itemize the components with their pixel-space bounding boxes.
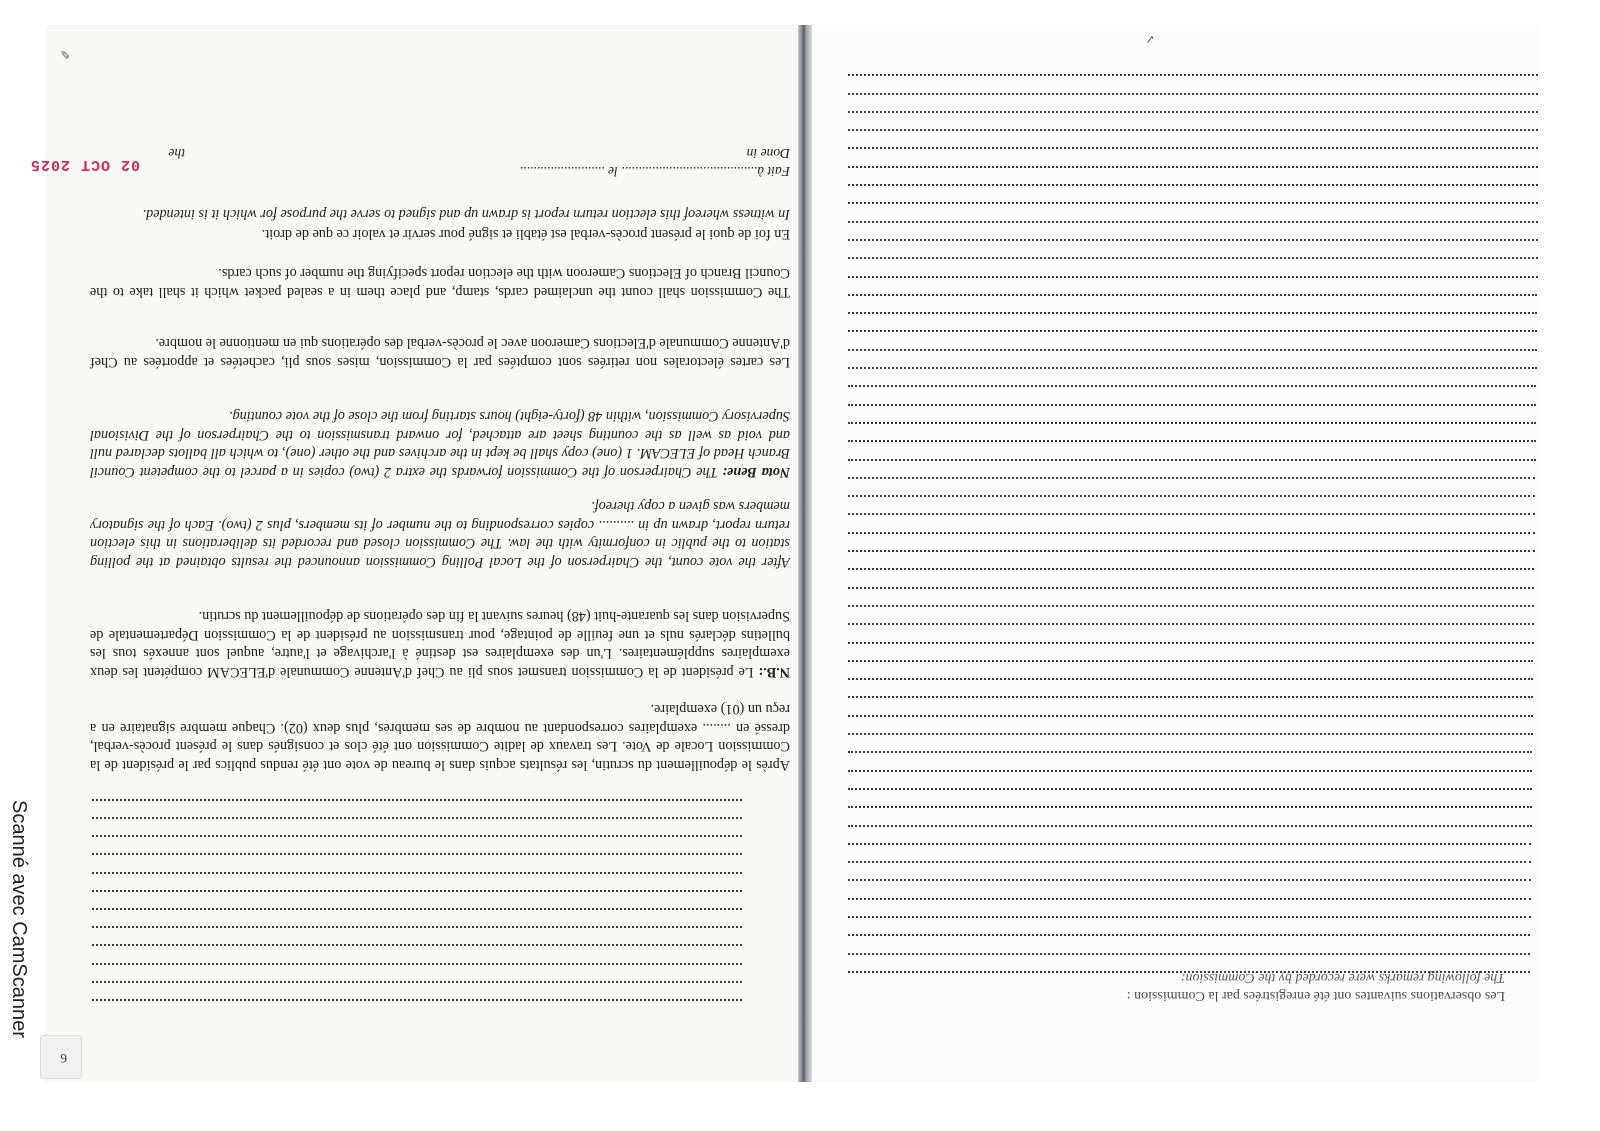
remarks-dotted-line	[848, 898, 1531, 900]
remarks-dotted-line	[848, 440, 1536, 442]
remarks-dotted-line	[848, 239, 1538, 241]
remarks-dotted-line	[848, 971, 1530, 973]
remarks-dotted-line	[848, 495, 1535, 497]
nota-bene-text: The Chairperson of the Commission forwards the extra 2 (two) copies in a parcel to the competent Council Branch Head of ELECAM. 1 (one) copy shall be kept in the archives and the other (one), to which all ballots declared null and void as well as the counting sheet are attached, for onward transmission to the Chairperson of the Divisional Supervisory Commission, within 48 (forty-eight) hours starting from the close of the vote counting.	[90, 408, 790, 480]
text-page-dotted-line	[92, 799, 742, 801]
remarks-dotted-line	[848, 74, 1538, 76]
remarks-dotted-line	[848, 257, 1538, 259]
remarks-dotted-line	[848, 715, 1533, 717]
text-page-dotted-line	[92, 944, 742, 946]
nb-label: N.B.:	[758, 664, 790, 680]
remarks-dotted-line	[848, 532, 1535, 534]
remarks-dotted-line	[848, 184, 1538, 186]
remarks-dotted-line	[848, 129, 1538, 131]
remarks-dotted-line	[848, 202, 1538, 204]
remarks-dotted-line	[848, 934, 1530, 936]
remarks-dotted-line	[848, 312, 1537, 314]
pen-mark: ✓	[1144, 32, 1155, 46]
remarks-dotted-line	[848, 623, 1534, 625]
remarks-dotted-line	[848, 385, 1536, 387]
remarks-dotted-line	[848, 916, 1531, 918]
watermark-text: Scanné avec CamScanner	[8, 800, 30, 1038]
remarks-dotted-line	[848, 294, 1537, 296]
remarks-dotted-line	[848, 148, 1538, 150]
remarks-dotted-line	[848, 514, 1535, 516]
done-in-label: Done in	[746, 146, 790, 161]
remarks-dotted-line	[848, 605, 1534, 607]
remarks-dotted-line	[848, 953, 1530, 955]
page-number: 6	[60, 1051, 67, 1066]
remarks-dotted-line	[848, 111, 1538, 113]
remarks-dotted-line	[848, 788, 1532, 790]
paragraph-en-nb	[90, 407, 790, 481]
paragraph-en-cards: The Commission shall count the unclaimed cards, stamp, and place them in a sealed packet which it shall take to the Council Branch of Elections Cameroon with the election report specifying the number of such cards.	[90, 265, 790, 300]
fait-a-value: ........................................	[621, 164, 758, 179]
remarks-dotted-line	[848, 825, 1532, 827]
remarks-dotted-line	[848, 477, 1535, 479]
text-page-dotted-line	[92, 853, 742, 855]
text-page-dotted-line	[92, 817, 742, 819]
remarks-dotted-line	[848, 806, 1532, 808]
remarks-dotted-line	[848, 93, 1538, 95]
remarks-dotted-line	[848, 276, 1538, 278]
corner-mark: ✎	[59, 47, 70, 61]
the-label: the	[168, 146, 185, 161]
paragraph-en-witness: In witness whereof this election return report is drawn up and signed to serve the purpose for which it is intended.	[142, 206, 790, 222]
paragraph-fr-count: Après le dépouillement du scrutin, les résultats acquis dans le bureau de vote ont été rendus publics par le président de la Commission Locale de Vote. Les travaux de ladite Commission ont été clos et consignés dans le présent procès-verbal, dressé en ........ exemplaires correspondant au nombre de ses membres, plus deux (02). Chaque membre signataire en a reçu un (01) exemplaire.	[90, 701, 790, 773]
remarks-dotted-line	[848, 697, 1533, 699]
remarks-dotted-line	[848, 550, 1535, 552]
paragraph-fr-cards: Les cartes électorales non retirées sont comptées par la Commission, mises sous pli, cachetées et apportées au Chef d'Antenne Communale d'Elections Cameroon avec le procès-verbal des opérations qui en mentionne le nombre.	[90, 335, 790, 370]
text-page-dotted-line	[92, 963, 742, 965]
text-page-dotted-line	[92, 872, 742, 874]
remarks-dotted-line	[848, 367, 1537, 369]
remarks-dotted-line	[848, 422, 1536, 424]
text-page-dotted-line	[92, 926, 742, 928]
fait-a-line	[520, 163, 790, 179]
remarks-dotted-line	[848, 568, 1534, 570]
paragraph-fr-nb	[90, 607, 790, 681]
text-page-dotted-line	[92, 835, 742, 837]
remarks-dotted-line	[848, 770, 1532, 772]
fait-a-label: Fait à	[757, 164, 790, 179]
remarks-dotted-line	[848, 459, 1536, 461]
date-stamp: 02 OCT 2025	[29, 156, 140, 173]
text-page-dotted-line	[92, 908, 742, 910]
camscanner-watermark	[8, 800, 48, 1080]
remarks-dotted-line	[848, 861, 1531, 863]
remarks-heading-en: The following remarks were recorded by the Commission:	[1180, 970, 1505, 985]
paragraph-en-count: After the vote count, the Chairperson of the Local Polling Commission announced the results obtained at the polling station to the public in conformity with the law. The Commission closed and recorded its deliberations in this election return report, drawn up in .......... copies corresponding to the number of its members, plus 2 (two). Each of the signatory members was given a copy thereof.	[90, 498, 790, 570]
remarks-dotted-line	[848, 331, 1537, 333]
le-label: le	[607, 164, 618, 179]
remarks-dotted-line	[848, 660, 1533, 662]
remarks-dotted-line	[848, 678, 1533, 680]
text-page-dotted-line	[92, 999, 742, 1001]
le-value: .........................	[519, 164, 605, 179]
remarks-heading-fr: Les observations suivantes ont été enregistrées par la Commission :	[1126, 988, 1505, 1003]
remarks-dotted-line	[848, 843, 1531, 845]
remarks-dotted-line	[848, 733, 1533, 735]
binding-gutter	[798, 25, 812, 1082]
text-page-dotted-line	[92, 981, 742, 983]
paragraph-fr-witness: En foi de quoi le présent procès-verbal est établi et signé pour servir et valoir ce que de droit.	[261, 226, 790, 242]
nota-bene-label: Nota Bene:	[722, 464, 790, 480]
remarks-dotted-line	[848, 221, 1538, 223]
remarks-dotted-line	[848, 751, 1532, 753]
remarks-dotted-line	[848, 880, 1531, 882]
nb-text: Le président de la Commission transmet sous pli au Chef d'Antenne Communale d'ELECAM compétent les deux exemplaires supplémentaires. L'un des exemplaires est destiné à l'archivage et l'autre, auquel sont annexés tous les bulletins déclarés nuls et une feuille de pointage, pour transmission au président de la Commission Départementale de Supervision dans les quarante-huit (48) heures suivant la fin des opérations de dépouillement du scrutin.	[90, 608, 790, 680]
text-page-dotted-line	[92, 890, 742, 892]
remarks-dotted-line	[848, 404, 1536, 406]
remarks-dotted-line	[848, 349, 1537, 351]
remarks-dotted-line	[848, 587, 1534, 589]
remarks-dotted-line	[848, 642, 1534, 644]
remarks-dotted-line	[848, 166, 1538, 168]
